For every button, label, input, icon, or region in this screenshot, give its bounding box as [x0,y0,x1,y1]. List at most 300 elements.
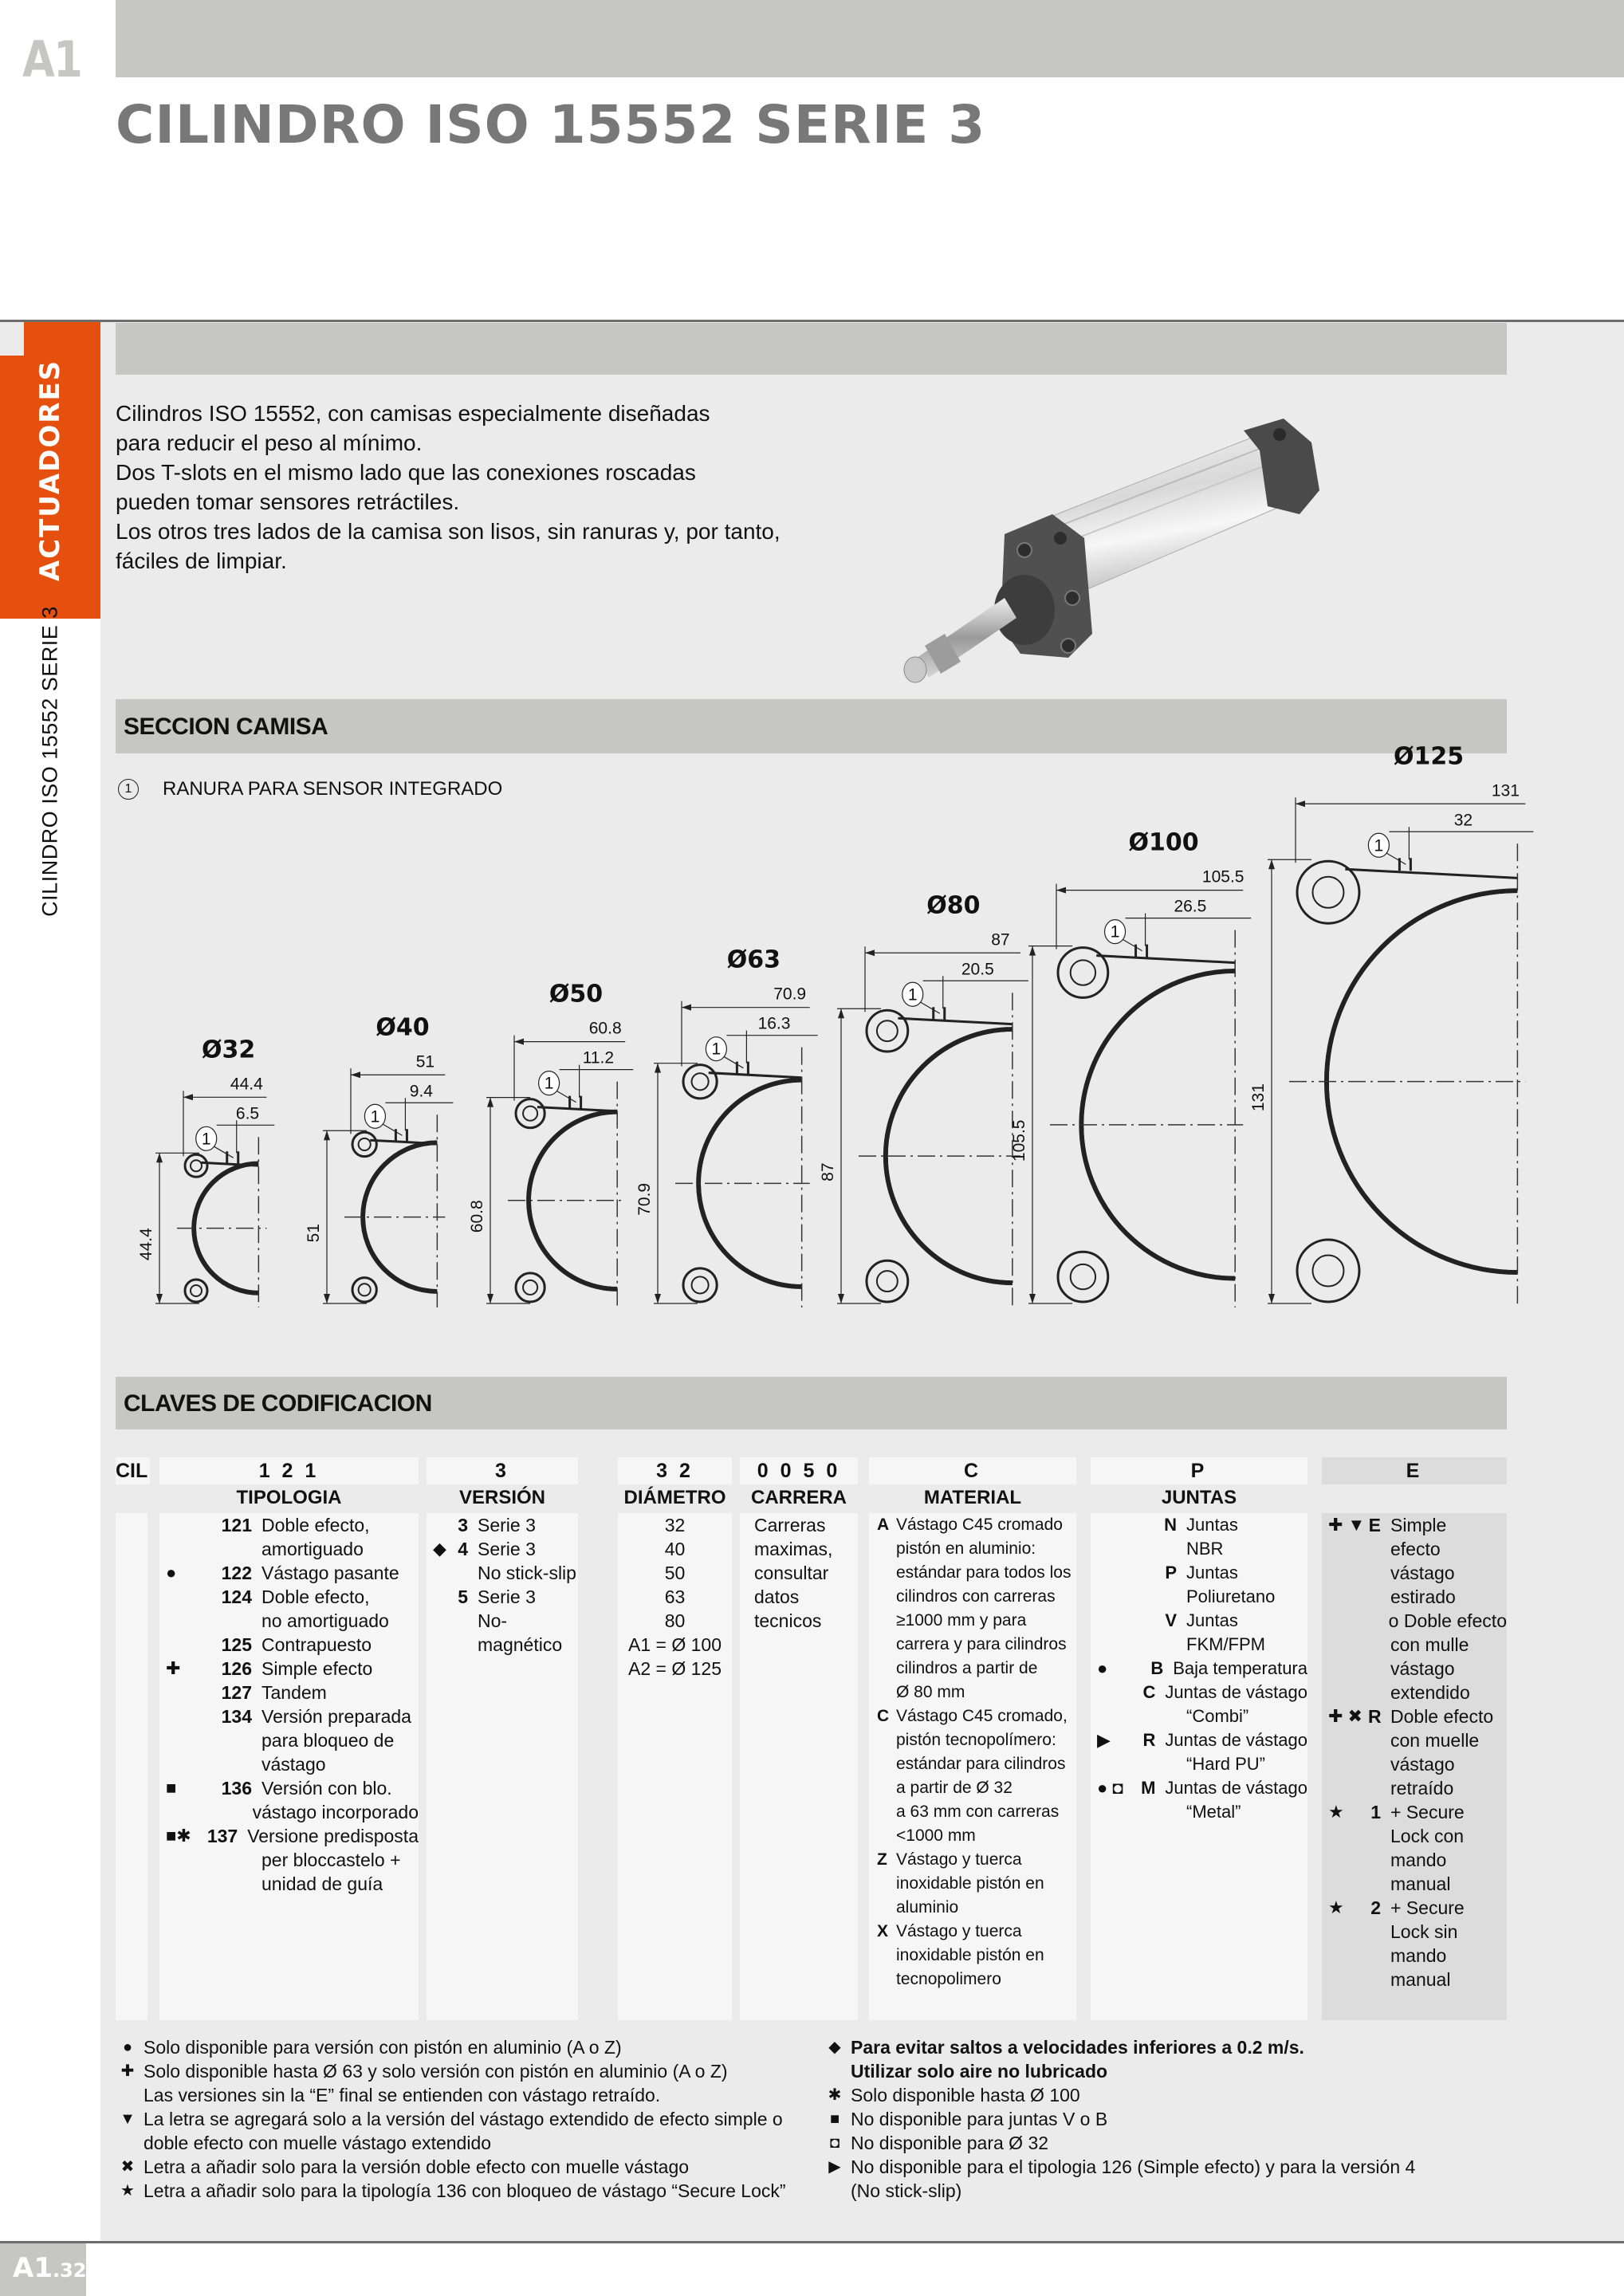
dimension-arrow-icon [1056,887,1066,894]
list-item: 80 [664,1610,686,1631]
page-number-prefix: A1 [13,2252,53,2284]
list-item [159,1824,419,1848]
option-text: extendido [1390,1682,1470,1703]
footnote-symbol-icon: ● [122,2038,133,2056]
diameter-label: Ø80 [926,891,981,920]
list-item [159,1728,419,1752]
option-code: B [1150,1658,1164,1678]
option-code [869,1633,896,1657]
footnote [112,2107,786,2131]
option-text: o Doble efecto [1388,1610,1507,1631]
option-text: Baja temperatura [1173,1658,1307,1678]
list-item [159,1537,419,1561]
front-end-cap [994,514,1092,658]
footnote-text: Utilizar solo aire no lubricado [851,2061,1108,2082]
option-code: 4 [458,1539,468,1559]
list-item [869,1800,1076,1824]
callout-number: 1 [201,1130,211,1149]
footnote-symbol-icon: ✚ [120,2062,135,2080]
option-text: tecnopolimero [896,1970,1001,1988]
legend-symbol-icon [1322,1824,1368,1848]
col-label-material: MATERIAL [923,1487,1022,1508]
legend-symbol-icon [427,1513,450,1537]
list-item: 40 [664,1539,686,1559]
legend-symbol-icon [427,1561,450,1585]
list-item: 63 [664,1586,686,1607]
legend-symbol-icon: ✚ ✖ [1328,1706,1363,1726]
intro-description [116,399,781,576]
callout-leader-line [921,1002,940,1013]
option-code [869,1944,896,1968]
intro-line: fáciles de limpiar. [116,548,287,573]
option-text: Tandem [261,1682,327,1703]
option-text: a 63 mm con carreras [896,1803,1060,1821]
dimension-arrow-icon [183,1094,193,1100]
option-code: 122 [221,1563,252,1583]
list-item [1091,1561,1307,1585]
footnotes-right [819,2035,1415,2203]
option-text: no amortiguado [261,1610,389,1631]
option-text: Vástago C45 cromado, [896,1707,1068,1725]
option-text: + Secure [1390,1897,1465,1918]
footnote-symbol-icon: ▶ [828,2158,841,2176]
footnote-text: Solo disponible hasta Ø 63 y solo versión con pistón en aluminio (A o Z) [144,2061,728,2082]
option-code: C [1142,1682,1156,1702]
option-code [869,1657,896,1681]
option-code: 137 [206,1826,238,1846]
option-code [869,1728,896,1752]
option-text: Versione predisposta [247,1826,419,1846]
list-item: 50 [664,1563,686,1583]
option-code [869,1681,896,1704]
option-code [1368,1920,1390,1944]
diameter-label: Ø63 [726,946,781,974]
option-code: Z [877,1850,887,1869]
callout-number: 1 [1374,836,1384,855]
list-item: datos [754,1586,800,1607]
option-code [869,1968,896,1991]
list-item [159,1585,419,1609]
footnote-symbol-icon: ✱ [828,2086,842,2104]
legend-symbol-icon [1322,1681,1368,1704]
footnote [819,2059,1415,2083]
list-item [869,1920,1076,1944]
footnote-text: No disponible para Ø 32 [851,2133,1049,2153]
list-item [869,1681,1076,1704]
option-text: Juntas [1186,1515,1238,1535]
legend-symbol-icon [159,1681,206,1704]
height-dimension-label: 60.8 [468,1200,486,1233]
option-text: Doble efecto, [261,1586,370,1607]
legend-symbol-icon [427,1633,450,1657]
footnote [112,2155,786,2179]
option-code: 136 [221,1778,252,1799]
col-code-diametro: 3 2 [618,1457,732,1484]
option-code [869,1800,896,1824]
option-text: NBR [1186,1539,1224,1559]
option-code [869,1824,896,1848]
option-text: Juntas de vástago [1165,1682,1307,1702]
option-text: inoxidable pistón en [896,1946,1044,1964]
list-item [1091,1800,1307,1824]
list-item [1091,1681,1307,1704]
col-code-material: C [869,1457,1076,1484]
option-code: E [1368,1515,1381,1535]
option-code [206,1752,261,1776]
footnote-text: Letra a añadir solo para la tipología 136 con bloqueo de vástago “Secure Lock” [144,2180,786,2201]
slot-legend-text: RANURA PARA SENSOR INTEGRADO [163,778,503,800]
list-item [1322,1585,1507,1609]
list-item [159,1633,419,1657]
legend-symbol-icon [159,1728,206,1752]
intro-band [116,323,1507,375]
legend-symbol-icon [1322,1920,1368,1944]
footnote-symbol-icon [819,2179,851,2203]
option-code: 125 [221,1634,252,1655]
list-item: 32 [664,1515,686,1535]
option-code: X [877,1922,889,1940]
option-code [1146,1800,1186,1824]
option-code [869,1896,896,1920]
list-item [1322,1728,1507,1752]
list-item [1322,1657,1507,1681]
option-code: N [1164,1515,1177,1535]
diameter-label: Ø125 [1393,742,1465,771]
option-text: No stick-slip [478,1563,576,1583]
piston-rod [904,598,1016,682]
width-dimension-label: 51 [415,1052,435,1071]
option-text: mando [1390,1850,1447,1870]
option-text: Juntas de vástago [1165,1730,1307,1750]
list-item [1322,1752,1507,1776]
footnote [112,2059,786,2083]
footnote [819,2083,1415,2107]
legend-symbol-icon [159,1752,206,1776]
list-item [1091,1633,1307,1657]
option-code [1146,1633,1186,1657]
option-text: inoxidable pistón en [896,1874,1044,1893]
footnote-text: Solo disponible para versión con pistón en aluminio (A o Z) [144,2037,622,2058]
col-label-diametro: DIÁMETRO [623,1487,726,1508]
option-text: Doble efecto, [261,1515,370,1535]
diameter-label: Ø32 [201,1036,256,1064]
profile-corner-lobe [1058,1252,1108,1302]
footnote-text: No disponible para juntas V o B [851,2109,1108,2129]
legend-symbol-icon [1322,1657,1368,1681]
option-code [1146,1704,1186,1728]
option-text: pistón tecnopolímero: [896,1731,1056,1749]
section-tab-notch [0,322,24,356]
option-text: Serie 3 [478,1586,536,1607]
legend-symbol-icon: ✚ [166,1658,181,1678]
col-label-carrera: CARRERA [751,1487,847,1508]
option-code [1368,1944,1390,1968]
option-text: Lock sin [1390,1921,1458,1942]
option-code [206,1728,261,1752]
col-label-tipologia: TIPOLOGIA [236,1487,342,1508]
footnote-text: La letra se agregará solo a la versión del vástago extendido de efecto simple o [144,2109,783,2129]
list-item [1091,1585,1307,1609]
option-text: manual [1390,1873,1451,1894]
footnote-text: Letra a añadir solo para la versión doble efecto con muelle vástago [144,2156,690,2177]
callout-leader-line [1123,940,1142,951]
legend-symbol-icon [1322,1872,1368,1896]
option-text: Juntas de vástago [1165,1778,1307,1798]
list-item [1091,1513,1307,1537]
option-text: “Metal” [1186,1802,1241,1822]
col-body-carrera [740,1513,858,2020]
list-item: Carreras [754,1515,826,1535]
legend-symbol-icon [1322,1728,1368,1752]
footnote [112,2035,786,2059]
callout-leader-line [557,1091,576,1103]
option-code [869,1752,896,1776]
option-text: cilindros a partir de [896,1659,1038,1677]
list-item [869,1513,1076,1537]
list-item [869,1752,1076,1776]
list-item [1091,1704,1307,1728]
diameter-label: Ø50 [549,980,604,1008]
list-item [1322,1561,1507,1585]
option-text: Serie 3 [478,1515,536,1535]
option-code [1146,1585,1186,1609]
list-item [159,1704,419,1728]
list-item [869,1824,1076,1848]
col-code-juntas: P [1091,1457,1307,1484]
option-text: vástago incorporado [252,1802,419,1822]
list-item [1322,1609,1507,1633]
option-text: Versión con blo. [261,1778,392,1799]
list-item [159,1681,419,1704]
option-text: efecto [1390,1539,1441,1559]
list-item [427,1513,578,1537]
option-code [1368,1585,1390,1609]
list-item [1322,1872,1507,1896]
list-item [869,1944,1076,1968]
height-dimension-label: 105.5 [1010,1119,1028,1162]
slot-dimension-label: 16.3 [757,1014,791,1033]
option-code [206,1872,261,1896]
profile-top-wall [1345,869,1517,878]
option-text: amortiguado [261,1539,364,1559]
option-text: manual [1390,1969,1451,1990]
profile-corner-lobe [683,1065,717,1099]
footnote-symbol-icon: ◆ [828,2038,841,2056]
list-item [159,1513,419,1537]
intro-line: para reducir el peso al mínimo. [116,431,423,455]
option-code: R [1142,1730,1156,1750]
option-code [869,1872,896,1896]
option-code [1368,1537,1390,1561]
list-item [1091,1752,1307,1776]
list-item [1322,1513,1507,1537]
profile-corner-lobe [516,1273,545,1302]
list-item [869,1968,1076,1991]
col-label-juntas: JUNTAS [1161,1487,1237,1508]
option-text: Juntas [1186,1563,1238,1582]
profile-corner-lobe [1297,1240,1359,1302]
profile-corner-lobe [352,1278,376,1302]
list-item [1322,1800,1507,1824]
list-item [869,1561,1076,1585]
profile-top-wall [537,1107,617,1111]
option-text: Versión preparada [261,1706,411,1727]
legend-symbol-icon: ■ [166,1778,177,1798]
option-text: vástago [1390,1563,1455,1583]
option-code [450,1633,478,1657]
option-text: cilindros con carreras [896,1587,1056,1606]
legend-symbol-icon: ◆ [433,1539,446,1559]
legend-symbol-icon [1091,1585,1146,1609]
width-dimension-label: 60.8 [588,1019,622,1038]
legend-symbol-icon [1091,1704,1146,1728]
legend-symbol-icon [1091,1609,1146,1633]
option-code: 127 [221,1682,252,1703]
option-code: R [1368,1706,1382,1727]
option-text: Simple [1390,1515,1447,1535]
footnote [819,2179,1415,2203]
option-code: M [1141,1778,1156,1798]
option-text: con muelle [1390,1730,1480,1751]
list-item [159,1752,419,1776]
list-item [1322,1537,1507,1561]
legend-symbol-icon: ▶ [1097,1730,1111,1750]
list-item [427,1537,578,1561]
option-text: Vástago y tuerca [896,1922,1022,1940]
dimension-arrow-icon [514,1039,524,1045]
option-code [202,1800,253,1824]
list-item [1091,1776,1307,1800]
option-text: Vástago y tuerca [896,1850,1022,1869]
profile-top-wall [898,1018,1012,1024]
footnote-text: Para evitar saltos a velocidades inferiores a 0.2 m/s. [851,2037,1304,2058]
legend-symbol-icon [427,1609,450,1633]
option-code [869,1561,896,1585]
legend-symbol-icon [1091,1537,1146,1561]
option-code [1146,1752,1186,1776]
option-text: para bloqueo de [261,1730,395,1751]
legend-symbol-icon [427,1585,450,1609]
list-item [1322,1776,1507,1800]
footnote-symbol-icon: ◘ [829,2134,840,2152]
list-item [427,1585,578,1609]
profile-corner-lobe [683,1268,717,1302]
footnote-text: Las versiones sin la “E” final se entienden con vástago retraído. [144,2085,661,2105]
col-body-tipologia [159,1513,419,2020]
option-text: Vástago C45 cromado [896,1516,1063,1534]
option-text: magnético [478,1634,563,1655]
list-item [869,1537,1076,1561]
legend-symbol-icon [1322,1968,1368,1991]
option-code: 3 [458,1515,468,1535]
list-item: tecnicos [754,1610,822,1631]
footnotes-left [112,2035,786,2203]
col-code-version: 3 [427,1457,578,1484]
legend-symbol-icon [159,1633,206,1657]
option-text: vástago [1390,1754,1455,1775]
intro-line: Dos T-slots en el mismo lado que las conexiones roscadas [116,460,696,485]
option-text: + Secure [1390,1802,1465,1822]
list-item [159,1657,419,1681]
list-item [869,1848,1076,1872]
list-item [1322,1681,1507,1704]
list-item [1091,1728,1307,1752]
option-code: 2 [1370,1897,1381,1918]
option-text: Lock con [1390,1826,1465,1846]
list-item: maximas, [754,1539,833,1559]
section-tab-label: ACTUADORES [34,359,66,582]
slot-dimension-label: 26.5 [1174,897,1207,916]
legend-symbol-icon [1322,1537,1368,1561]
legend-symbol-icon [159,1609,206,1633]
callout-leader-line [724,1057,743,1068]
list-item [869,1776,1076,1800]
option-text: vástago [1390,1658,1455,1679]
width-dimension-label: 44.4 [230,1075,263,1094]
list-item: A1 = Ø 100 [628,1634,722,1655]
option-text: a partir de Ø 32 [896,1779,1013,1797]
option-code [1368,1561,1390,1585]
legend-symbol-icon [1322,1848,1368,1872]
dimension-arrow-icon [865,949,875,956]
option-text: Serie 3 [478,1539,536,1559]
footnote-text: Solo disponible hasta Ø 100 [851,2085,1080,2105]
footnote [819,2155,1415,2179]
profile-top-wall [709,1073,802,1078]
legend-symbol-icon [1322,1776,1368,1800]
option-code [869,1776,896,1800]
list-item: consultar [754,1563,829,1583]
list-item [159,1872,419,1896]
legend-symbol-icon [1322,1585,1368,1609]
option-code [1366,1609,1388,1633]
width-dimension-label: 70.9 [773,985,807,1004]
col-code-cil: CIL [116,1457,150,1484]
callout-number: 1 [907,985,918,1005]
option-code: 134 [221,1706,252,1727]
option-code: P [1165,1563,1177,1582]
footnote [112,2131,786,2155]
option-code [206,1848,261,1872]
height-dimension-label: 51 [305,1223,323,1243]
legend-symbol-icon [1091,1513,1146,1537]
header-bar [116,0,1624,77]
claves-band [116,1377,1507,1429]
option-text: per bloccastelo + [261,1850,401,1870]
option-code [1368,1968,1390,1991]
legend-symbol-icon [1091,1633,1146,1657]
legend-symbol-icon [159,1800,202,1824]
callout-number: 1 [544,1074,554,1093]
option-code [1368,1657,1390,1681]
callout-number: 1 [711,1040,722,1059]
page-title: CILINDRO ISO 15552 SERIE 3 [116,94,986,155]
option-text: Simple efecto [261,1658,373,1679]
list-item [1322,1704,1507,1728]
option-text: No- [478,1610,508,1631]
option-code [869,1585,896,1609]
width-dimension-label: 87 [991,930,1010,949]
footer-divider [0,2241,1624,2243]
col-body-extension [1322,1513,1507,2020]
height-dimension-label: 87 [819,1162,837,1181]
option-text: Vástago pasante [261,1563,399,1583]
option-code [450,1609,478,1633]
footnote [819,2131,1415,2155]
col-code-carrera: 0 0 5 0 [740,1457,858,1484]
list-item [869,1896,1076,1920]
legend-symbol-icon: ★ [1328,1802,1344,1822]
